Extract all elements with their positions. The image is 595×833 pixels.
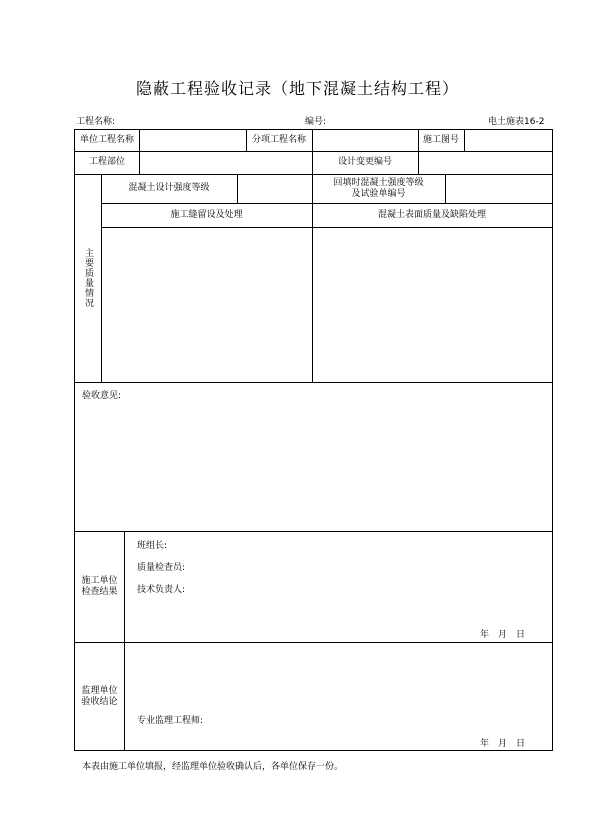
unit-project-name-label: 单位工程名称 xyxy=(79,135,134,145)
joint-treatment-label: 施工缝留设及处理 xyxy=(170,209,243,220)
concrete-grade-label: 混凝土设计强度等级 xyxy=(128,183,210,193)
quality-inspector-label: 质量检查员: xyxy=(137,563,186,573)
surface-quality-label: 混凝土表面质量及缺陷处理 xyxy=(377,209,486,220)
footnote: 本表由施工单位填报，经监理单位验收确认后，各单位保存一份。 xyxy=(82,762,344,772)
backfill-grade-line1: 回填时混凝土强度等级 xyxy=(333,177,424,188)
main-quality-label: 主要质量情况 xyxy=(83,248,93,308)
team-leader-label: 班组长: xyxy=(137,541,168,551)
acceptance-form-table xyxy=(74,129,553,751)
design-change-number-label: 设计变更编号 xyxy=(337,157,392,167)
constructor-date: 年 月 日 xyxy=(480,630,526,640)
backfill-grade-line2: 及试验单编号 xyxy=(351,188,406,199)
sub-project-name-label: 分项工程名称 xyxy=(251,135,306,145)
page-title: 隐蔽工程验收记录（地下混凝土结构工程） xyxy=(135,79,459,98)
supervising-engineer-label: 专业监理工程师: xyxy=(137,716,204,726)
drawing-number-label: 施工图号 xyxy=(422,135,459,145)
form-code: 电土施表16-2 xyxy=(488,117,545,127)
project-part-label: 工程部位 xyxy=(88,157,125,167)
tech-lead-label: 技术负责人: xyxy=(137,585,186,595)
number-label: 编号: xyxy=(305,117,327,127)
constructor-result-label: 施工单位检查结果 xyxy=(81,575,118,597)
supervisor-date: 年 月 日 xyxy=(480,739,526,749)
supervisor-conclusion-label: 监理单位验收结论 xyxy=(81,685,118,707)
acceptance-opinion-label: 验收意见: xyxy=(82,391,122,401)
backfill-grade-label xyxy=(312,174,445,203)
project-name-label: 工程名称: xyxy=(76,117,116,127)
